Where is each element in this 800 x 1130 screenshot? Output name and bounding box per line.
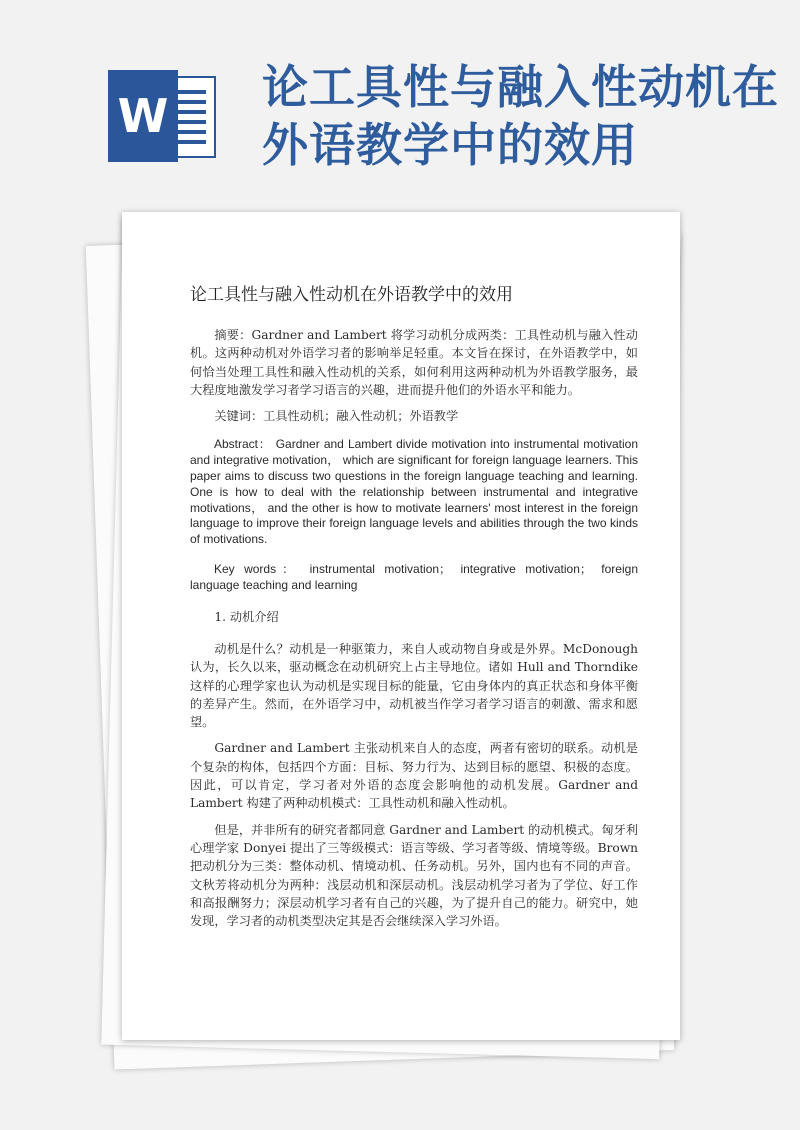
keywords-en: Key words： instrumental motivation； integrative motivation； foreign language teaching and learning <box>190 562 638 592</box>
word-document-icon <box>108 70 220 162</box>
word-logo-letter: W <box>108 70 178 162</box>
body-paragraph: 但是，并非所有的研究者都同意 Gardner and Lambert 的动机模式。匈牙利心理学家 Donyei 提出了三等级模式：语言等级、学习者等级、情境等级。Brown 把动机分为三类：整体动机、情境动机、任务动机。另外，国内也有不同的声音。文秋芳将动机分为两种：浅层动机和深层动机。浅层动机学习者为了学位、好工作和高报酬努力；深层动机学习者有自己的兴趣，为了提升自己的能力。研究中，她发现，学习者的动机类型决定其是否会继续深入学习外语。 <box>190 822 638 929</box>
banner <box>0 0 800 200</box>
section-heading: 1. 动机介绍 <box>214 609 279 624</box>
document-title: 论工具性与融入性动机在外语教学中的效用 <box>190 285 513 305</box>
body-paragraph: Gardner and Lambert 主张动机来自人的态度，两者有密切的联系。动机是个复杂的构体，包括四个方面：目标、努力行为、达到目标的愿望、积极的态度。因此，可以肯定，学习者对外语的态度会影响他的动机发展。Gardner and Lambert 构建了两种动机模式：工具性动机和融入性动机。 <box>190 741 638 811</box>
abstract-cn: 摘要：Gardner and Lambert 将学习动机分成两类：工具性动机与融入性动机。这两种动机对外语学习者的影响举足轻重。本文旨在探讨，在外语教学中，如何恰当处理工具性和融入性动机的关系，如何利用这两种动机为外语教学服务，最大程度地激发学习者学习语言的兴趣，进而提升他们的外语水平和能力。 <box>190 328 638 397</box>
keywords-cn: 关键词：工具性动机；融入性动机；外语教学 <box>214 409 459 424</box>
abstract-en: Abstract： Gardner and Lambert divide motivation into instrumental motivation and integrative motivation， which are significant for foreign language learners. This paper aims to discuss two questions in the foreign language teaching and learning. One is how to deal with the relationship between instrumental and integrative motivations， and the other is how to motivate learners' most interest in the foreign language to improve their foreign language levels and abilities through the two kinds of motivations. <box>190 437 638 547</box>
body-paragraph: 动机是什么？动机是一种驱策力，来自人或动物自身或是外界。McDonough 认为，长久以来，驱动概念在动机研究上占主导地位。诸如 Hull and Thorndike 这样的心理学家也认为动机是实现目标的能量，它由身体内的真正状态和身体平衡的差异产生。然而，在外语学习中，动机被当作学习者学习语言的刺激、需求和愿望。 <box>190 641 638 730</box>
document-page <box>122 212 680 1040</box>
banner-title: 论工具性与融入性动机在外语教学中的效用 <box>262 60 779 172</box>
document-body <box>190 326 638 938</box>
